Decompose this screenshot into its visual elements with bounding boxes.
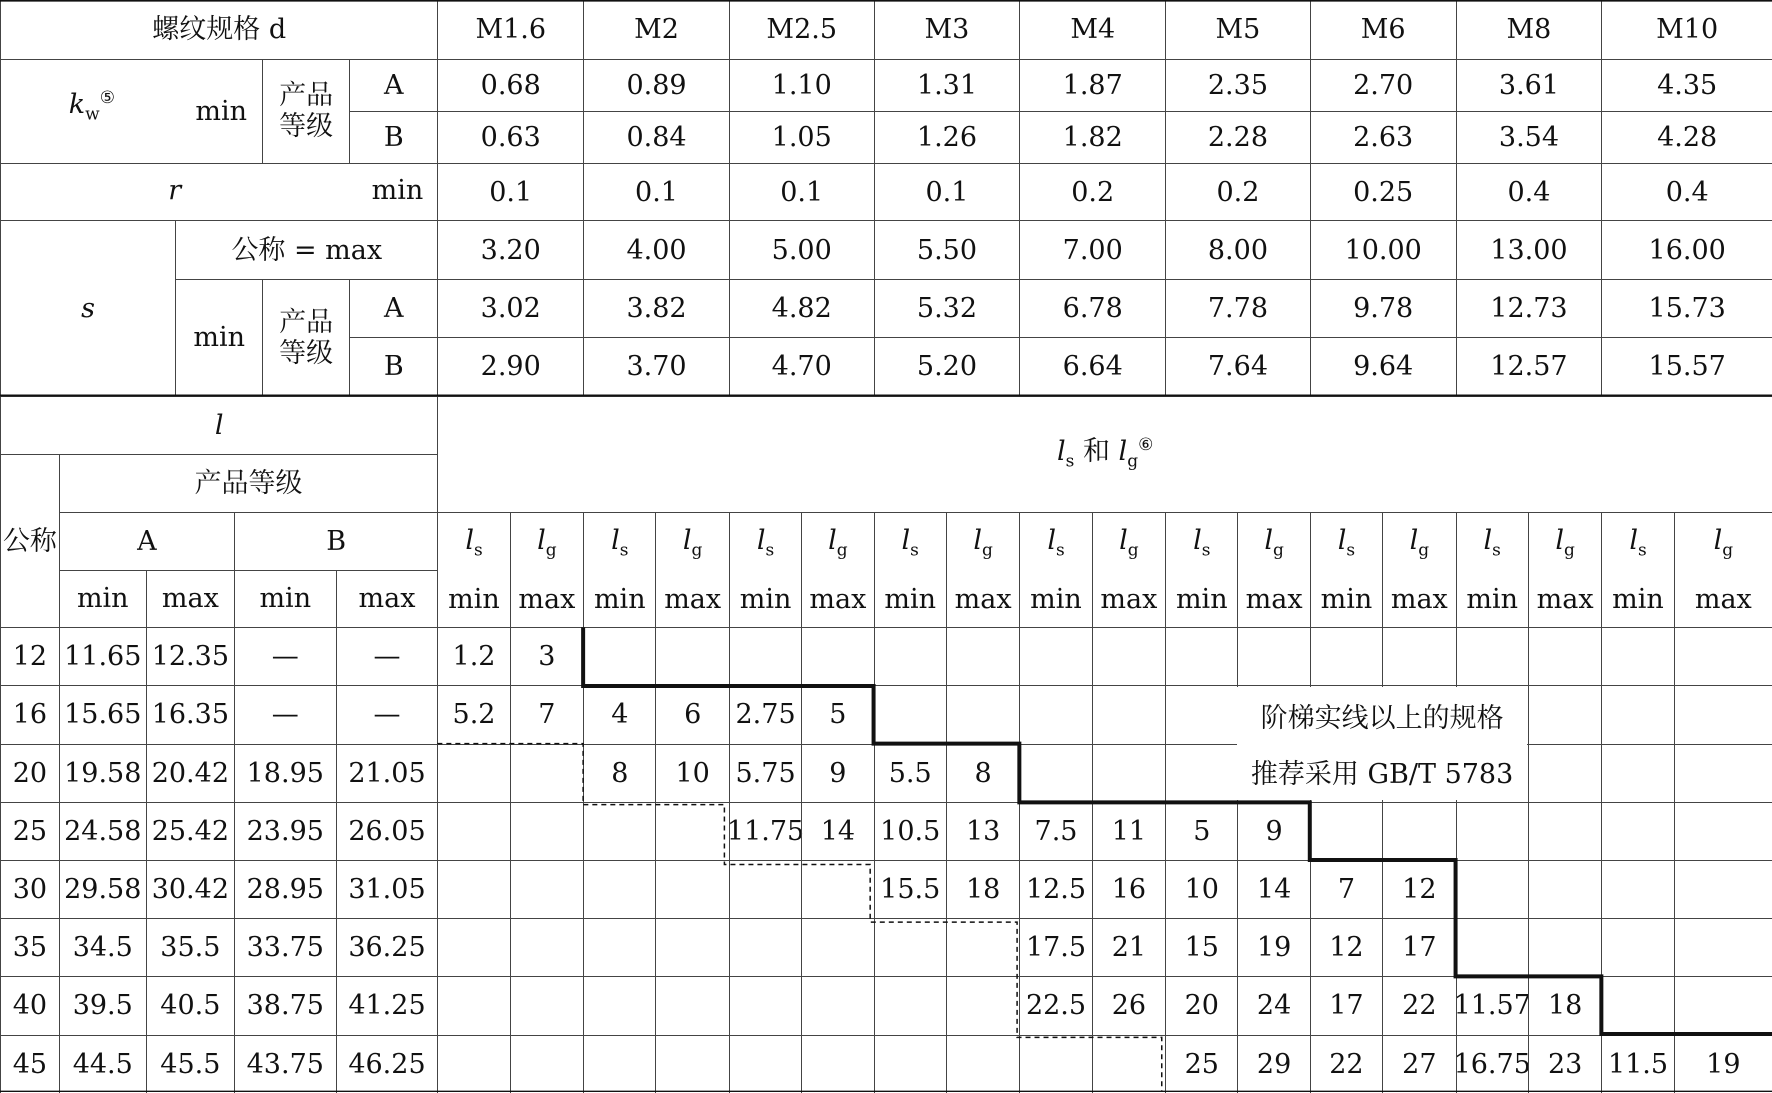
row-A-min: 44.5 [59, 1035, 146, 1093]
s-grade-line1: 产品 [279, 306, 334, 338]
ls-min-label: min [1466, 584, 1519, 616]
lslg-footnote-mark: ⑥ [1138, 435, 1154, 456]
spec-header-label: 螺纹规格 d [0, 0, 437, 59]
kw-B-value: 2.63 [1310, 111, 1456, 163]
lg-header-symbol-subscript: g [691, 540, 703, 561]
lg-value: 9 [1237, 802, 1309, 860]
ls-value: 5.5 [874, 744, 946, 802]
s-A-value: 6.78 [1019, 279, 1165, 337]
s-B-value: 6.64 [1019, 337, 1165, 396]
row-A-max: 40.5 [146, 976, 234, 1034]
size-header-M3: M3 [874, 0, 1020, 59]
recommendation-step-line [583, 627, 1772, 1034]
lg-value: 11 [1092, 802, 1165, 860]
s-A-value: 3.82 [583, 279, 729, 337]
ls-value: 22 [1310, 1035, 1382, 1093]
s-A-value: 12.73 [1456, 279, 1602, 337]
ls-min-label: min [1612, 584, 1664, 616]
row-nominal: 25 [0, 802, 59, 860]
lg-max-label: max [518, 584, 576, 616]
kw-grade-line2: 等级 [279, 111, 334, 143]
s-nominal-value: 10.00 [1310, 220, 1456, 279]
lg-header-symbol-symbol: l [973, 524, 982, 556]
row-B-max: — [336, 685, 438, 743]
lg-value: 19 [1674, 1035, 1772, 1093]
s-B-value: 12.57 [1456, 337, 1602, 396]
ls-min-label: min [739, 584, 792, 616]
kw-B-value: 1.05 [729, 111, 874, 163]
row-A-max: 16.35 [146, 685, 234, 743]
kw-A-value: 2.70 [1310, 59, 1456, 111]
ls-value: 16.75 [1456, 1035, 1528, 1093]
size-header-M2: M2 [583, 0, 729, 59]
row-B-min: 33.75 [234, 918, 336, 976]
ls-min-label: min [884, 584, 937, 616]
ls-value: 7.5 [1019, 802, 1091, 860]
lg-value: 13 [946, 802, 1019, 860]
ls-value: 4 [583, 685, 655, 743]
kw-B-value: 0.63 [437, 111, 583, 163]
lg-value: 29 [1237, 1035, 1309, 1093]
s-grade-B: B [349, 337, 437, 396]
lg-value: 9 [801, 744, 873, 802]
row-A-min: 11.65 [59, 627, 146, 685]
size-header-M6: M6 [1310, 0, 1456, 59]
kw-grade-A: A [349, 59, 437, 111]
grade-header: 产品等级 [59, 454, 438, 512]
row-nominal: 40 [0, 976, 59, 1034]
threshold-dashed-line [437, 744, 1161, 1092]
title-lg-subscript: g [1127, 451, 1139, 472]
r-value: 0.4 [1601, 163, 1772, 221]
ls-header-symbol-subscript: s [765, 540, 775, 561]
ls-header-symbol-subscript: s [1637, 540, 1647, 561]
lg-value: 6 [655, 685, 728, 743]
size-header-M5: M5 [1165, 0, 1310, 59]
ls-header-symbol-subscript: s [619, 540, 629, 561]
ls-value: 7 [1310, 860, 1382, 918]
ls-header-symbol-subscript: s [1201, 540, 1211, 561]
title-and: 和 [1074, 436, 1119, 468]
lg-max-label: max [1694, 584, 1752, 616]
kw-B-value: 4.28 [1601, 111, 1772, 163]
ls-value: 17 [1310, 976, 1382, 1034]
l-min-header: min [59, 570, 146, 628]
ls-value: 15.5 [874, 860, 946, 918]
ls-value: 15 [1165, 918, 1237, 976]
row-B-min: 43.75 [234, 1035, 336, 1093]
lg-header-symbol-symbol: l [828, 524, 837, 556]
lg-header-symbol-subscript: g [1418, 540, 1430, 561]
lg-value: 8 [946, 744, 1019, 802]
s-B-value: 9.64 [1310, 337, 1456, 396]
ls-value: 17.5 [1019, 918, 1091, 976]
kw-B-value: 0.84 [583, 111, 729, 163]
s-A-value: 5.32 [874, 279, 1020, 337]
s-nominal-value: 5.50 [874, 220, 1020, 279]
row-B-max: 31.05 [336, 860, 438, 918]
lg-value: 5 [801, 685, 873, 743]
row-A-max: 30.42 [146, 860, 234, 918]
l-max-header: max [336, 570, 438, 628]
row-A-max: 25.42 [146, 802, 234, 860]
row-B-min: — [234, 685, 336, 743]
ls-value: 8 [583, 744, 655, 802]
size-header-M4: M4 [1019, 0, 1165, 59]
row-B-min: 23.95 [234, 802, 336, 860]
kw-B-value: 2.28 [1165, 111, 1310, 163]
ls-header-symbol-subscript: s [1492, 540, 1501, 561]
row-B-max: — [336, 627, 438, 685]
ls-value: 11.5 [1601, 1035, 1673, 1093]
size-header-M8: M8 [1456, 0, 1602, 59]
row-B-min: 38.75 [234, 976, 336, 1034]
kw-A-value: 1.31 [874, 59, 1020, 111]
lg-value: 18 [946, 860, 1019, 918]
kw-grade-line1: 产品 [279, 80, 334, 112]
ls-header-symbol-symbol: l [1629, 524, 1638, 556]
s-nominal-label: 公称 = max [175, 220, 437, 279]
s-nominal-value: 16.00 [1601, 220, 1772, 279]
kw-grade-B: B [349, 111, 437, 163]
lg-header-symbol-symbol: l [682, 524, 692, 556]
l-symbol: l [214, 409, 224, 441]
lg-value: 18 [1528, 976, 1601, 1034]
r-value: 0.1 [583, 163, 729, 221]
row-A-min: 29.58 [59, 860, 146, 918]
s-A-value: 3.02 [437, 279, 583, 337]
ls-header-symbol-subscript: s [1055, 540, 1065, 561]
r-value: 0.2 [1165, 163, 1310, 221]
row-nominal: 30 [0, 860, 59, 918]
lg-value: 22 [1382, 976, 1455, 1034]
ls-min-label: min [1030, 584, 1082, 616]
lg-header-symbol-subscript: g [981, 540, 993, 561]
kw-A-value: 4.35 [1601, 59, 1772, 111]
lg-value: 23 [1528, 1035, 1601, 1093]
lg-header-symbol-subscript: g [836, 540, 848, 561]
row-A-max: 12.35 [146, 627, 234, 685]
lg-value: 26 [1092, 976, 1165, 1034]
row-nominal: 35 [0, 918, 59, 976]
row-B-min: — [234, 627, 336, 685]
grade-B-header: B [234, 512, 437, 570]
l-max-header: max [146, 570, 234, 628]
ls-header-symbol-symbol: l [465, 524, 474, 556]
kw-symbol-letter: k [68, 89, 86, 121]
s-A-value: 15.73 [1601, 279, 1772, 337]
r-value: 0.1 [874, 163, 1020, 221]
l-min-header: min [234, 570, 336, 628]
s-symbol: s [81, 292, 95, 324]
kw-B-value: 3.54 [1456, 111, 1602, 163]
r-value: 0.4 [1456, 163, 1602, 221]
lg-header-symbol-symbol: l [1713, 524, 1723, 556]
s-A-value: 4.82 [729, 279, 874, 337]
ls-value: 5.2 [437, 685, 509, 743]
row-A-min: 24.58 [59, 802, 146, 860]
row-B-max: 46.25 [336, 1035, 438, 1093]
kw-B-value: 1.26 [874, 111, 1020, 163]
ls-value: 10 [1165, 860, 1237, 918]
r-symbol: r [168, 175, 182, 207]
row-B-min: 18.95 [234, 744, 336, 802]
r-value: 0.1 [437, 163, 583, 221]
lg-max-label: max [1100, 584, 1158, 616]
s-nominal-value: 5.00 [729, 220, 874, 279]
ls-value: 20 [1165, 976, 1237, 1034]
lg-header-symbol-symbol: l [537, 524, 546, 556]
row-A-min: 39.5 [59, 976, 146, 1034]
s-B-value: 4.70 [729, 337, 874, 396]
s-B-value: 2.90 [437, 337, 583, 396]
kw-subscript: w [85, 104, 100, 125]
s-A-value: 9.78 [1310, 279, 1456, 337]
ls-min-label: min [593, 584, 646, 616]
ls-min-label: min [448, 584, 500, 616]
size-header-M1.6: M1.6 [437, 0, 583, 59]
ls-header-symbol-subscript: s [473, 540, 483, 561]
s-A-value: 7.78 [1165, 279, 1310, 337]
ls-header-symbol-symbol: l [1483, 524, 1493, 556]
lg-max-label: max [1245, 584, 1303, 616]
r-value: 0.1 [729, 163, 874, 221]
s-nominal-value: 13.00 [1456, 220, 1602, 279]
grade-A-header: A [59, 512, 234, 570]
ls-header-symbol-symbol: l [756, 524, 766, 556]
size-header-M10: M10 [1601, 0, 1772, 59]
row-B-max: 26.05 [336, 802, 438, 860]
row-nominal: 16 [0, 685, 59, 743]
row-B-max: 21.05 [336, 744, 438, 802]
ls-header-symbol-symbol: l [1047, 524, 1056, 556]
title-ls-symbol: l [1057, 436, 1066, 468]
r-min-label: min [371, 175, 424, 207]
ls-header-symbol-symbol: l [611, 524, 620, 556]
ls-min-label: min [1320, 584, 1373, 616]
row-nominal: 45 [0, 1035, 59, 1093]
lg-header-symbol-subscript: g [1722, 540, 1734, 561]
lg-header-symbol-symbol: l [1119, 524, 1128, 556]
nominal-header: 公称 [0, 454, 59, 627]
row-B-max: 36.25 [336, 918, 438, 976]
s-B-value: 15.57 [1601, 337, 1772, 396]
row-A-max: 35.5 [146, 918, 234, 976]
ls-value: 1.2 [437, 627, 509, 685]
s-min-label: min [175, 279, 262, 395]
title-lg-symbol: l [1118, 436, 1128, 468]
row-nominal: 20 [0, 744, 59, 802]
kw-A-value: 1.10 [729, 59, 874, 111]
lg-max-label: max [954, 584, 1012, 616]
row-B-max: 41.25 [336, 976, 438, 1034]
r-value: 0.2 [1019, 163, 1165, 221]
lg-value: 14 [801, 802, 873, 860]
row-A-min: 19.58 [59, 744, 146, 802]
ls-value: 5 [1165, 802, 1237, 860]
kw-A-value: 0.68 [437, 59, 583, 111]
ls-header-symbol-subscript: s [1346, 540, 1356, 561]
ls-header-symbol-symbol: l [1193, 524, 1202, 556]
ls-min-label: min [1175, 584, 1228, 616]
lg-header-symbol-symbol: l [1409, 524, 1419, 556]
size-header-M2.5: M2.5 [729, 0, 874, 59]
s-B-value: 7.64 [1165, 337, 1310, 396]
lg-value: 27 [1382, 1035, 1455, 1093]
row-A-min: 15.65 [59, 685, 146, 743]
kw-footnote-mark: ⑤ [99, 88, 115, 109]
lg-value: 16 [1092, 860, 1165, 918]
kw-A-value: 1.87 [1019, 59, 1165, 111]
kw-A-value: 3.61 [1456, 59, 1602, 111]
ls-value: 5.75 [729, 744, 801, 802]
kw-A-value: 0.89 [583, 59, 729, 111]
lg-value: 17 [1382, 918, 1455, 976]
kw-A-value: 2.35 [1165, 59, 1310, 111]
ls-value: 11.75 [729, 802, 801, 860]
title-ls-subscript: s [1065, 451, 1075, 472]
lg-header-symbol-symbol: l [1555, 524, 1564, 556]
s-grade-A: A [349, 279, 437, 337]
r-value: 0.25 [1310, 163, 1456, 221]
lg-value: 3 [510, 627, 583, 685]
s-B-value: 3.70 [583, 337, 729, 396]
kw-min-label: min [195, 95, 248, 127]
note-line-2: 推荐采用 GB/T 5783 [1250, 759, 1514, 791]
ls-value: 12.5 [1019, 860, 1091, 918]
ls-header-symbol-symbol: l [1337, 524, 1347, 556]
ls-value: 11.57 [1456, 976, 1528, 1034]
row-nominal: 12 [0, 627, 59, 685]
lg-header-symbol-subscript: g [1272, 540, 1284, 561]
lg-value: 24 [1237, 976, 1309, 1034]
lg-value: 21 [1092, 918, 1165, 976]
ls-header-symbol-subscript: s [910, 540, 919, 561]
s-nominal-value: 7.00 [1019, 220, 1165, 279]
row-A-max: 45.5 [146, 1035, 234, 1093]
row-A-min: 34.5 [59, 918, 146, 976]
s-nominal-value: 8.00 [1165, 220, 1310, 279]
lg-header-symbol-subscript: g [1127, 540, 1139, 561]
lg-header-symbol-subscript: g [1563, 540, 1575, 561]
s-nominal-value: 3.20 [437, 220, 583, 279]
lg-header-symbol-symbol: l [1264, 524, 1273, 556]
ls-value: 12 [1310, 918, 1382, 976]
lg-value: 12 [1382, 860, 1455, 918]
ls-value: 22.5 [1019, 976, 1091, 1034]
kw-B-value: 1.82 [1019, 111, 1165, 163]
lg-max-label: max [1390, 584, 1448, 616]
lg-max-label: max [1536, 584, 1594, 616]
lg-value: 10 [655, 744, 728, 802]
s-nominal-value: 4.00 [583, 220, 729, 279]
ls-header-symbol-symbol: l [901, 524, 911, 556]
ls-value: 10.5 [874, 802, 946, 860]
note-line-1: 阶梯实线以上的规格 [1260, 702, 1504, 734]
row-A-max: 20.42 [146, 744, 234, 802]
s-grade-line2: 等级 [279, 337, 334, 369]
ls-value: 2.75 [729, 685, 801, 743]
lg-max-label: max [664, 584, 722, 616]
lg-value: 19 [1237, 918, 1309, 976]
lg-value: 14 [1237, 860, 1309, 918]
ls-value: 25 [1165, 1035, 1237, 1093]
lg-header-symbol-subscript: g [545, 540, 557, 561]
lg-max-label: max [809, 584, 867, 616]
lg-value: 7 [510, 685, 583, 743]
s-B-value: 5.20 [874, 337, 1020, 396]
row-B-min: 28.95 [234, 860, 336, 918]
